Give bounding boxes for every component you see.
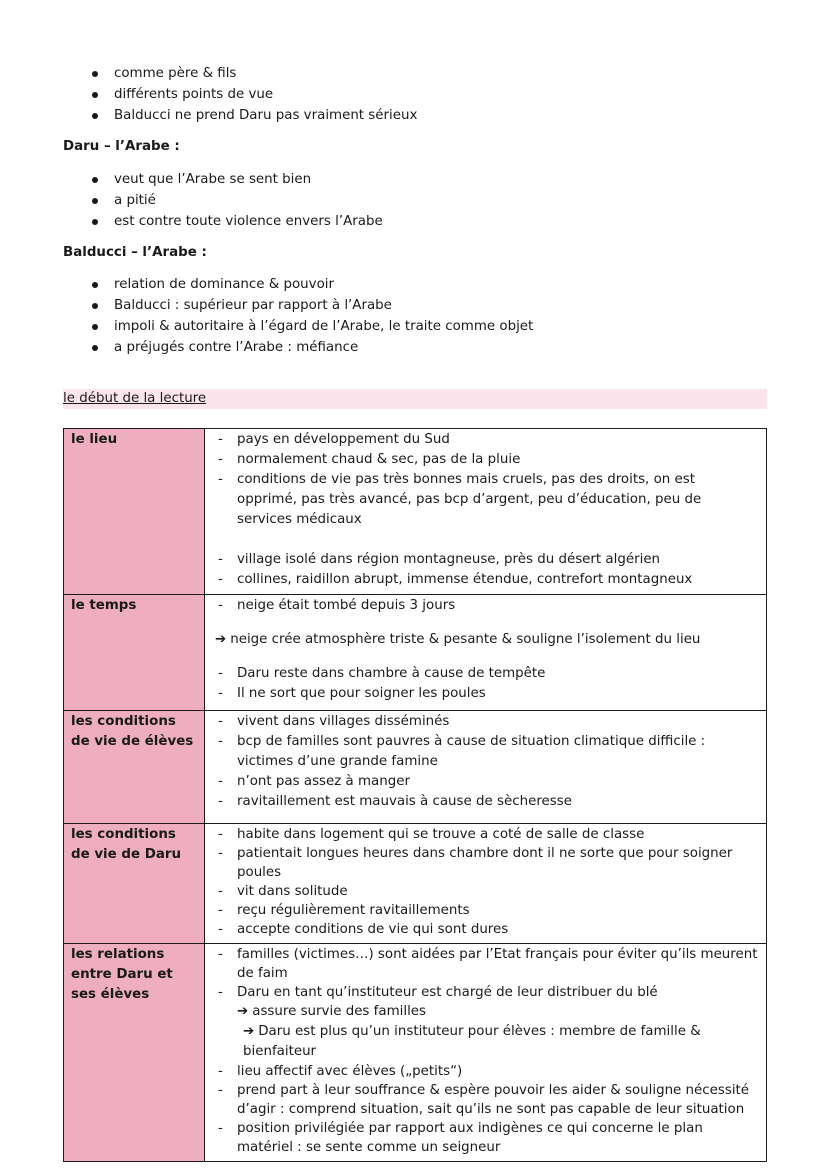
row-content	[205, 944, 767, 1162]
list-item: - n’ont pas assez à manger	[218, 774, 410, 789]
bullet-icon	[92, 303, 98, 309]
list-item: différents points de vue	[90, 85, 417, 106]
list-item: a préjugés contre l’Arabe : méfiance	[90, 338, 533, 359]
bullet-icon	[92, 345, 98, 351]
table-row	[64, 429, 767, 595]
table-row	[64, 944, 767, 1162]
table-row	[64, 595, 767, 711]
row-label: les conditions de vie de Daru	[64, 824, 205, 944]
arrow-note: ➔ neige crée atmosphère triste & pesante & souligne l’isolement du lieu	[215, 632, 701, 647]
spacer	[213, 650, 758, 664]
arrow-right-icon: ➔	[237, 1004, 249, 1019]
list-item: - patientait longues heures dans chambre dont il ne sorte que pour soigner poules	[218, 846, 733, 880]
bullet-icon	[92, 92, 98, 98]
top-bullet-list	[90, 64, 417, 127]
list-item: - normalement chaud & sec, pas de la pluie	[218, 452, 521, 467]
spacer	[213, 616, 758, 630]
list-item: - reçu régulièrement ravitaillements	[218, 903, 470, 918]
list-item: - vit dans solitude	[218, 884, 348, 899]
arrow-right-icon: ➔	[243, 1024, 255, 1039]
arrow-right-icon: ➔	[215, 632, 227, 647]
list-item: impoli & autoritaire à l’égard de l’Arabe, le traite comme objet	[90, 317, 533, 338]
bullet-icon	[92, 71, 98, 77]
notes-table	[63, 428, 767, 1162]
list-item: Balducci : supérieur par rapport à l’Arabe	[90, 296, 533, 317]
list-item: - position privilégiée par rapport aux indigènes ce qui concerne le plan matériel : se sente comme un seigneur	[218, 1121, 703, 1155]
row-label: le temps	[64, 595, 205, 711]
list-item: - accepte conditions de vie qui sont dures	[218, 922, 509, 937]
list-item: - ravitaillement est mauvais à cause de sècheresse	[218, 794, 572, 809]
row-content	[205, 595, 767, 711]
list-item: Balducci ne prend Daru pas vraiment sérieux	[90, 106, 417, 127]
list-item: veut que l’Arabe se sent bien	[90, 170, 383, 191]
row-label: les relations entre Daru et ses élèves	[64, 944, 205, 1162]
arrow-note: ➔ Daru est plus qu’un instituteur pour élèves : membre de famille & bienfaiteur	[243, 1024, 701, 1059]
bullet-icon	[92, 282, 98, 288]
list-item: - pays en développement du Sud	[218, 432, 450, 447]
subtitle: le début de la lecture	[63, 391, 207, 406]
list-item: - familles (victimes…) sont aidées par l’Etat français pour éviter qu’ils meurent de faim	[218, 947, 758, 981]
bullet-icon	[92, 177, 98, 183]
list-item: - Il ne sort que pour soigner les poules	[218, 686, 486, 701]
list-item: a pitié	[90, 191, 383, 212]
arrow-note: ➔ assure survie des familles	[237, 1004, 427, 1019]
table-row	[64, 824, 767, 944]
section-heading-daru: Daru – l’Arabe :	[63, 139, 180, 154]
list-item: - neige était tombé depuis 3 jours	[218, 598, 456, 613]
bullet-icon	[92, 113, 98, 119]
list-item: - Daru en tant qu’instituteur est chargé de leur distribuer du blé	[218, 985, 658, 1000]
list-item: - bcp de familles sont pauvres à cause de situation climatique difficile : victimes d’une grande famine	[218, 734, 706, 769]
row-label: les conditions de vie de élèves	[64, 711, 205, 824]
spacer	[213, 530, 758, 550]
balducci-bullet-list	[90, 275, 533, 359]
list-item: comme père & fils	[90, 64, 417, 85]
daru-bullet-list	[90, 170, 383, 233]
list-item: - collines, raidillon abrupt, immense étendue, contrefort montagneux	[218, 572, 693, 587]
row-label: le lieu	[64, 429, 205, 595]
list-item: - village isolé dans région montagneuse, près du désert algérien	[218, 552, 661, 567]
subtitle-bar	[63, 389, 767, 409]
row-content	[205, 429, 767, 595]
section-heading-balducci: Balducci – l’Arabe :	[63, 245, 207, 260]
row-content	[205, 824, 767, 944]
row-content	[205, 711, 767, 824]
bullet-icon	[92, 324, 98, 330]
table-row	[64, 711, 767, 824]
list-item: relation de dominance & pouvoir	[90, 275, 533, 296]
list-item: - lieu affectif avec élèves („petits“)	[218, 1064, 463, 1079]
bullet-icon	[92, 198, 98, 204]
list-item: - Daru reste dans chambre à cause de tempête	[218, 666, 546, 681]
list-item: - habite dans logement qui se trouve a coté de salle de classe	[218, 827, 645, 842]
bullet-icon	[92, 219, 98, 225]
list-item: - prend part à leur souffrance & espère pouvoir les aider & souligne nécessité d’agir : comprend situation, sait qu’ils ne sont pas capable de leur situation	[218, 1083, 750, 1117]
list-item: - conditions de vie pas très bonnes mais cruels, pas des droits, on est opprimé, pas très avancé, pas bcp d’argent, peu d’éducation, peu de services médicaux	[218, 472, 702, 527]
list-item: - vivent dans villages disséminés	[218, 714, 450, 729]
list-item: est contre toute violence envers l’Arabe	[90, 212, 383, 233]
